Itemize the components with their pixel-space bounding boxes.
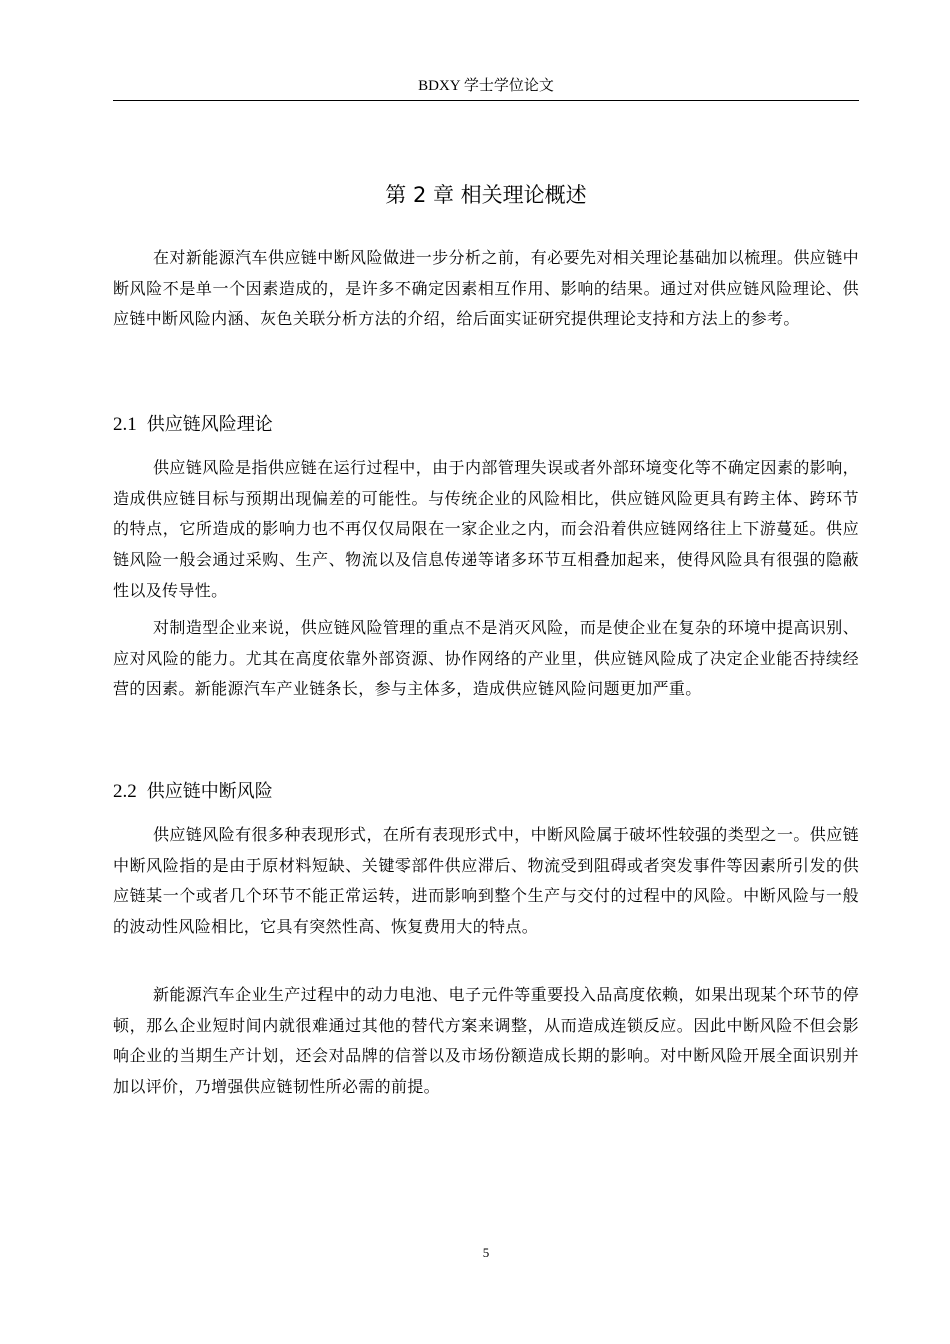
page-number: 5 <box>482 1245 490 1260</box>
section-heading-2-2 <box>113 778 859 806</box>
running-header: BDXY 学士学位论文 <box>418 78 554 94</box>
paragraph-2-2-b: 新能源汽车企业生产过程中的动力电池、电子元件等重要投入品高度依赖，如果出现某个环节的停顿，那么企业短时间内就很难通过其他的替代方案来调整，从而造成连锁反应。因此中断风险不但会影响企业的当期生产计划，还会对品牌的信誉以及市场份额造成长期的影响。对中断风险开展全面识别并加以评价，乃增强供应链韧性所必需的前提。 <box>113 985 859 1097</box>
section-number: 2.1 <box>113 414 137 435</box>
intro-paragraph: 在对新能源汽车供应链中断风险做进一步分析之前，有必要先对相关理论基础加以梳理。供应链中断风险不是单一个因素造成的，是许多不确定因素相互作用、影响的结果。通过对供应链风险理论、供应链中断风险内涵、灰色关联分析方法的介绍，给后面实证研究提供理论支持和方法上的参考。 <box>113 248 859 329</box>
paragraph-2-1-b: 对制造型企业来说，供应链风险管理的重点不是消灭风险，而是使企业在复杂的环境中提高识别、应对风险的能力。尤其在高度依靠外部资源、协作网络的产业里，供应链风险成了决定企业能否持续经营的因素。新能源汽车产业链条长，参与主体多，造成供应链风险问题更加严重。 <box>113 618 859 699</box>
chapter-title: 第 2 章 相关理论概述 <box>385 183 587 207</box>
section-heading-2-1 <box>113 411 859 439</box>
section-title: 供应链中断风险 <box>146 781 273 802</box>
paragraph-2-1-a: 供应链风险是指供应链在运行过程中，由于内部管理失误或者外部环境变化等不确定因素的影响，造成供应链目标与预期出现偏差的可能性。与传统企业的风险相比，供应链风险更具有跨主体、跨环节的特点，它所造成的影响力也不再仅仅局限在一家企业之内，而会沿着供应链网络往上下游蔓延。供应链风险一般会通过采购、生产、物流以及信息传递等诸多环节互相叠加起来，使得风险具有很强的隐蔽性以及传导性。 <box>113 458 859 600</box>
paragraph-2-2-a: 供应链风险有很多种表现形式，在所有表现形式中，中断风险属于破坏性较强的类型之一。供应链中断风险指的是由于原材料短缺、关键零部件供应滞后、物流受到阻碍或者突发事件等因素所引发的供应链某一个或者几个环节不能正常运转，进而影响到整个生产与交付的过程中的风险。中断风险与一般的波动性风险相比，它具有突然性高、恢复费用大的特点。 <box>113 825 859 937</box>
header-rule <box>113 100 859 101</box>
section-number: 2.2 <box>113 781 137 802</box>
section-title: 供应链风险理论 <box>146 414 273 435</box>
